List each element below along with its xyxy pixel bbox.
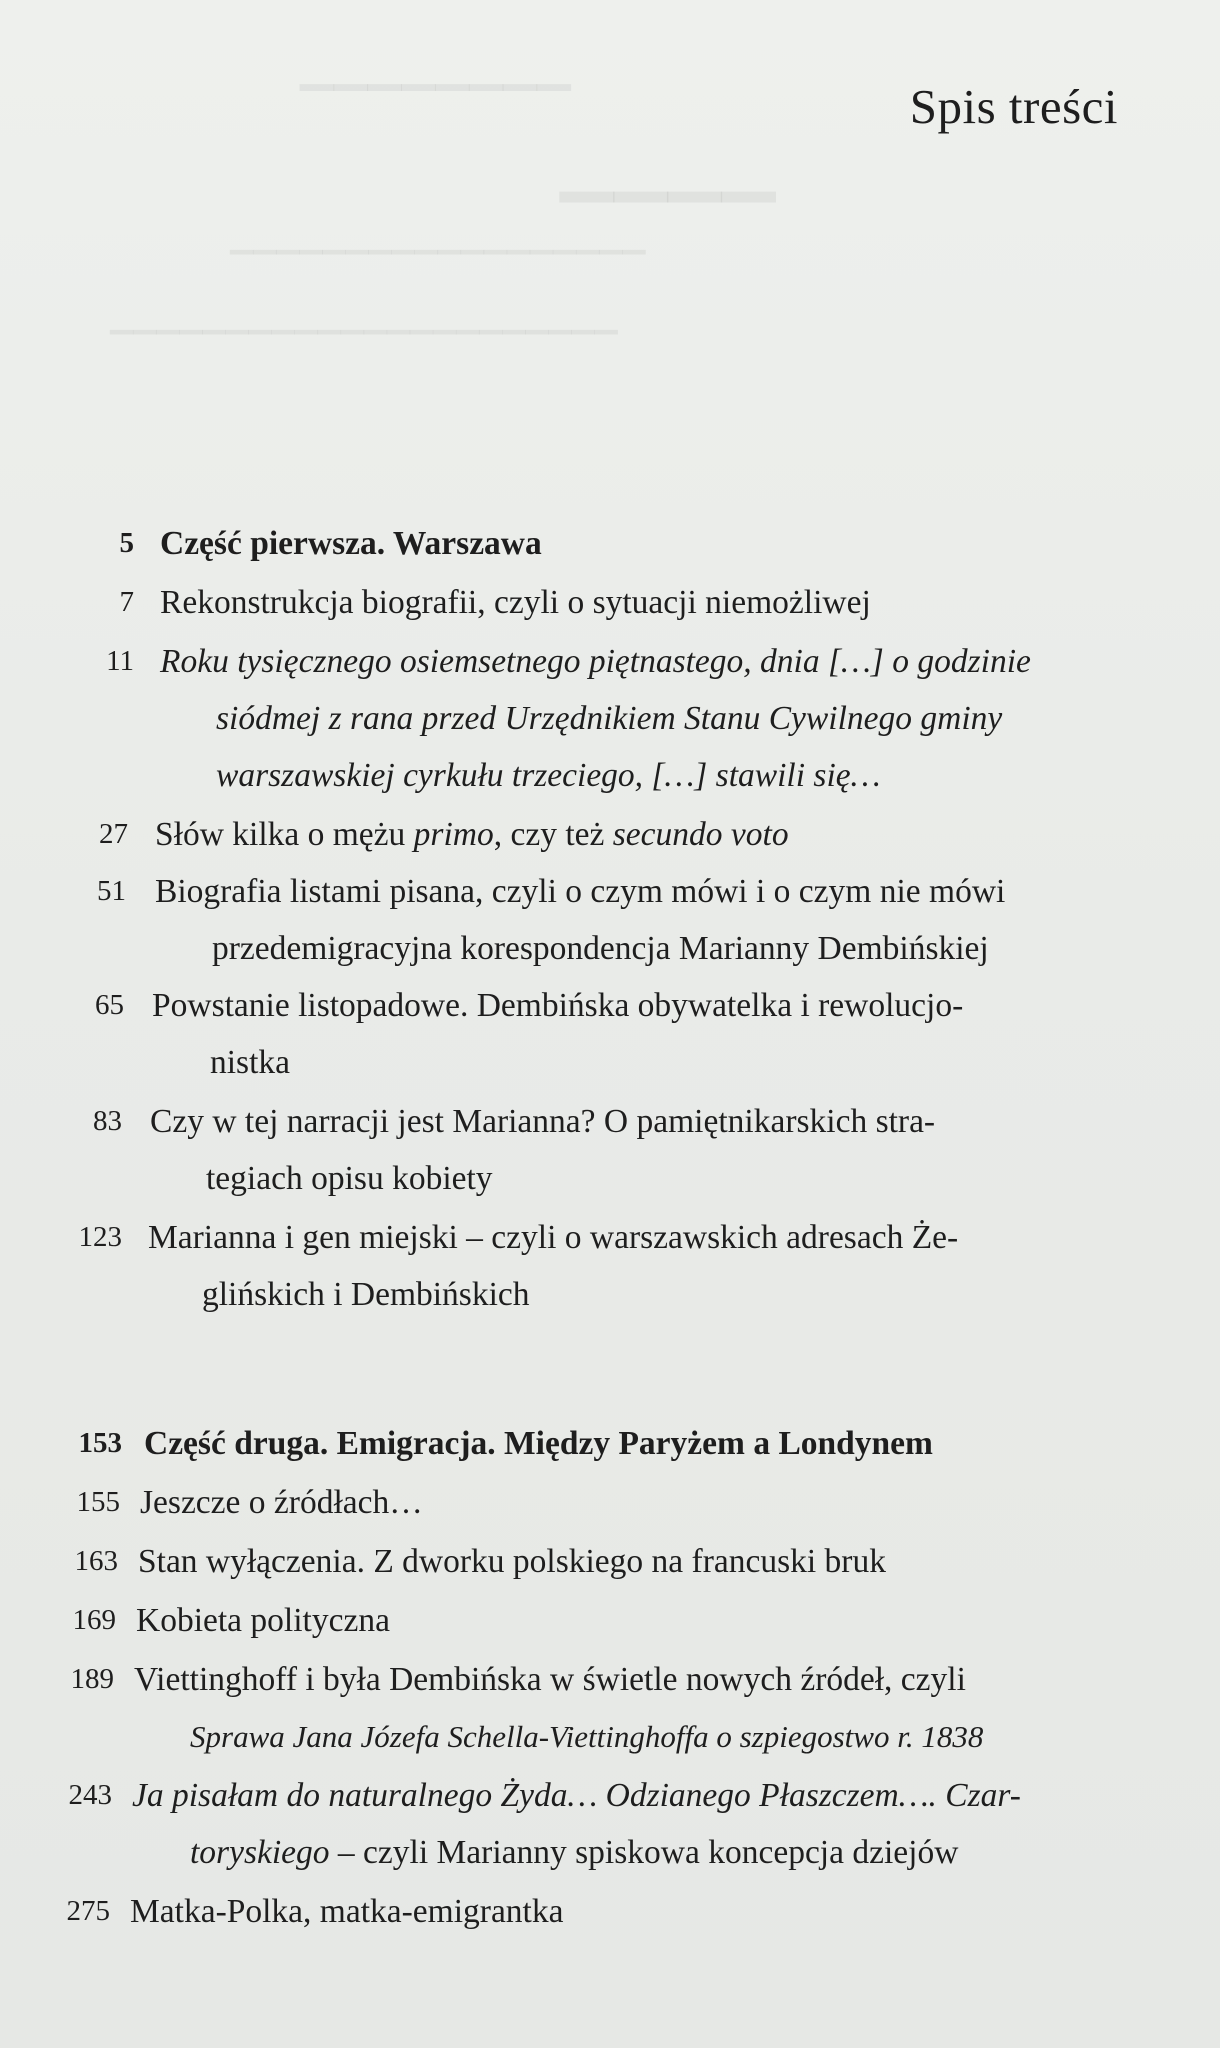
toc-page-number: 189 [70,1663,114,1695]
toc-part-title: Część druga. Emigracja. Między Paryżem a Londynem [144,1425,933,1462]
toc-entry [0,1093,1220,1207]
toc-page-number: 65 [95,989,124,1021]
toc-page-number: 7 [119,586,134,618]
toc-entry-title: Rekonstrukcja biografii, czyli o sytuacji niemożliwej [160,584,871,621]
toc-page-number: 163 [74,1545,118,1577]
toc-page-number: 83 [93,1105,122,1137]
toc-entry-title: Marianna i gen miejski – czyli o warszawskich adresach Że- [148,1219,959,1256]
toc-page-number: 11 [106,645,134,677]
toc-page-number: 27 [99,818,128,850]
toc-part-heading [0,515,1220,572]
toc-entry-title-continued: glińskich i Dembińskich [202,1276,530,1313]
toc-entry-title-italic: toryskiego [190,1834,330,1871]
toc-entry [0,1883,1220,1940]
toc-entry [0,1651,1220,1765]
toc-page-number: 153 [78,1427,122,1459]
toc-entry-title: Powstanie listopadowe. Dembińska obywatelka i rewolucjo- [152,987,964,1024]
show-through-text: ▁▁▁▁ [560,124,776,201]
show-through-text: ▁▁▁▁▁▁▁▁▁▁▁▁▁▁▁▁▁▁ [230,221,646,254]
toc-page-number: 243 [68,1779,112,1811]
toc-part-two [0,1415,1220,1928]
toc-entry [0,1592,1220,1649]
toc-part-one [0,515,1220,1313]
toc-entry-title: Viettinghoff i była Dembińska w świetle nowych źródeł, czyli [134,1661,966,1698]
toc-entry-title: Słów kilka o mężu [155,816,414,853]
toc-page-number: 275 [66,1895,110,1927]
toc-entry-title: Matka-Polka, matka-emigrantka [130,1893,564,1930]
toc-entry-title: Czy w tej narracji jest Marianna? O pamiętnikarskich stra- [150,1103,936,1140]
toc-entry-title: Biografia listami pisana, czyli o czym mówi i o czym nie mówi [155,873,1006,910]
toc-page-number: 51 [97,875,126,907]
show-through-text: ▁▁▁▁▁▁▁▁▁▁▁▁▁▁▁▁▁▁▁▁▁▁ [110,301,618,334]
toc-entry [0,1533,1220,1590]
toc-entry-title: Stan wyłączenia. Z dworku polskiego na francuski bruk [138,1543,886,1580]
toc-entry [0,806,1220,863]
show-through-text: ▁▁▁▁▁▁▁▁ [300,41,571,90]
toc-entry-title: Kobieta polityczna [136,1602,390,1639]
toc-entry-title: Jeszcze o źródłach… [140,1484,423,1521]
toc-entry-title-continued: przedemigracyjna korespondencja Marianny Dembińskiej [212,930,989,967]
toc-entry [0,1209,1220,1323]
toc-entry [0,977,1220,1091]
toc-entry [0,1767,1220,1881]
toc-entry-title-continued: Sprawa Jana Józefa Schella-Viettinghoffa o szpiegostwo r. 1838 [190,1719,984,1754]
toc-entry [0,1474,1220,1531]
toc-entry-title: Ja pisałam do naturalnego Żyda… Odzianego Płaszczem…. Czar- [132,1777,1021,1814]
toc-entry-title-continued: siódmej z rana przed Urzędnikiem Stanu Cywilnego gminy [216,700,1003,737]
toc-page-number: 5 [119,527,134,559]
toc-entry-title: Roku tysięcznego osiemsetnego piętnastego, dnia […] o godzinie [160,643,1031,680]
toc-part-heading [0,1415,1220,1472]
toc-entry-title-continued: – czyli Marianny spiskowa koncepcja dziejów [329,1834,959,1871]
toc-entry [0,633,1220,804]
toc-entry-title-italic: secundo voto [612,816,789,853]
toc-entry-title-italic: primo [413,816,494,853]
toc-entry-title: , czy też [493,816,613,853]
toc-page-number: 169 [72,1604,116,1636]
toc-page-number: 123 [78,1221,122,1253]
toc-page-number: 155 [76,1486,120,1518]
toc-part-title: Część pierwsza. Warszawa [160,525,542,562]
toc-entry-title-continued: nistka [210,1044,291,1081]
toc-entry [0,863,1220,977]
page-title: Spis treści [909,79,1118,134]
toc-entry-title-continued: warszawskiej cyrkułu trzeciego, […] stawili się… [216,757,881,794]
toc-entry [0,574,1220,631]
toc-entry-title-continued: tegiach opisu kobiety [206,1160,493,1197]
